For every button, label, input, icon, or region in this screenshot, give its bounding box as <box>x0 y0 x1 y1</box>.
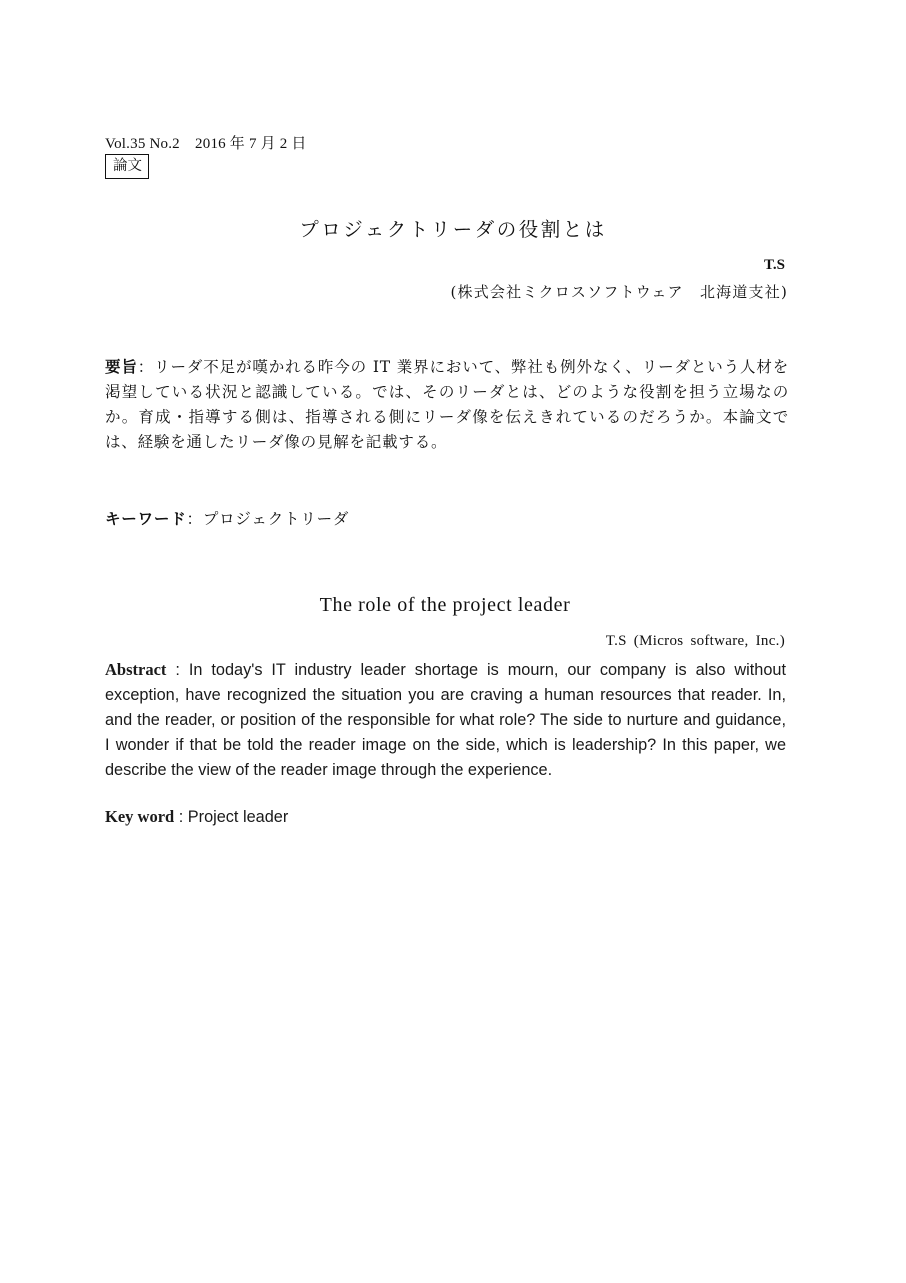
japanese-abstract <box>105 355 789 455</box>
japanese-abstract-text: リーダ不足が嘆かれる昨今の IT 業界において、弊社も例外なく、リーダという人材を渇望している状況と認識している。では、そのリーダとは、どのような役割を担う立場なのか。育成・指導する側は、指導される側にリーダ像を伝えきれているのだろうか。本論文では、経験を通したリーダ像の見解を記載する。 <box>105 358 790 451</box>
japanese-abstract-label: 要旨 <box>105 358 138 376</box>
japanese-keywords <box>105 507 349 529</box>
category-badge: 論文 <box>105 154 149 179</box>
english-keywords <box>105 807 288 827</box>
english-title: The role of the project leader <box>319 594 571 616</box>
english-abstract <box>105 657 786 783</box>
volume-date-line: Vol.35 No.2 2016 年 7 月 2 日 <box>105 136 307 152</box>
english-keyword-label: Key word <box>105 807 175 826</box>
japanese-author: T.S <box>764 257 785 273</box>
japanese-keyword-label: キーワード <box>105 510 187 528</box>
english-author-line: T.S (Micros software, Inc.) <box>605 633 785 649</box>
japanese-keyword-text: プロジェクトリーダ <box>202 510 350 528</box>
japanese-title: プロジェクトリーダの役割とは <box>299 218 607 241</box>
japanese-affiliation: (株式会社ミクロスソフトウェア 北海道支社) <box>450 283 788 301</box>
japanese-keyword-separator: ： <box>186 510 203 528</box>
english-abstract-text: In today's IT industry leader shortage is mourn, our company is also without exception, have recognized the situation you are craving a human resources that reader. In, and the reader, or position of the responsible for what role? The side to nurture and guidance, I wonder if that be told the reader image on the side, which is leadership? In this paper, we describe the view of the reader image through the experience. <box>105 661 786 779</box>
english-abstract-label: Abstract <box>105 660 167 679</box>
japanese-abstract-separator: ： <box>137 358 155 376</box>
english-keyword-text: Project leader <box>187 808 289 826</box>
english-abstract-separator: : <box>166 661 189 679</box>
english-keyword-separator: : <box>174 808 188 826</box>
